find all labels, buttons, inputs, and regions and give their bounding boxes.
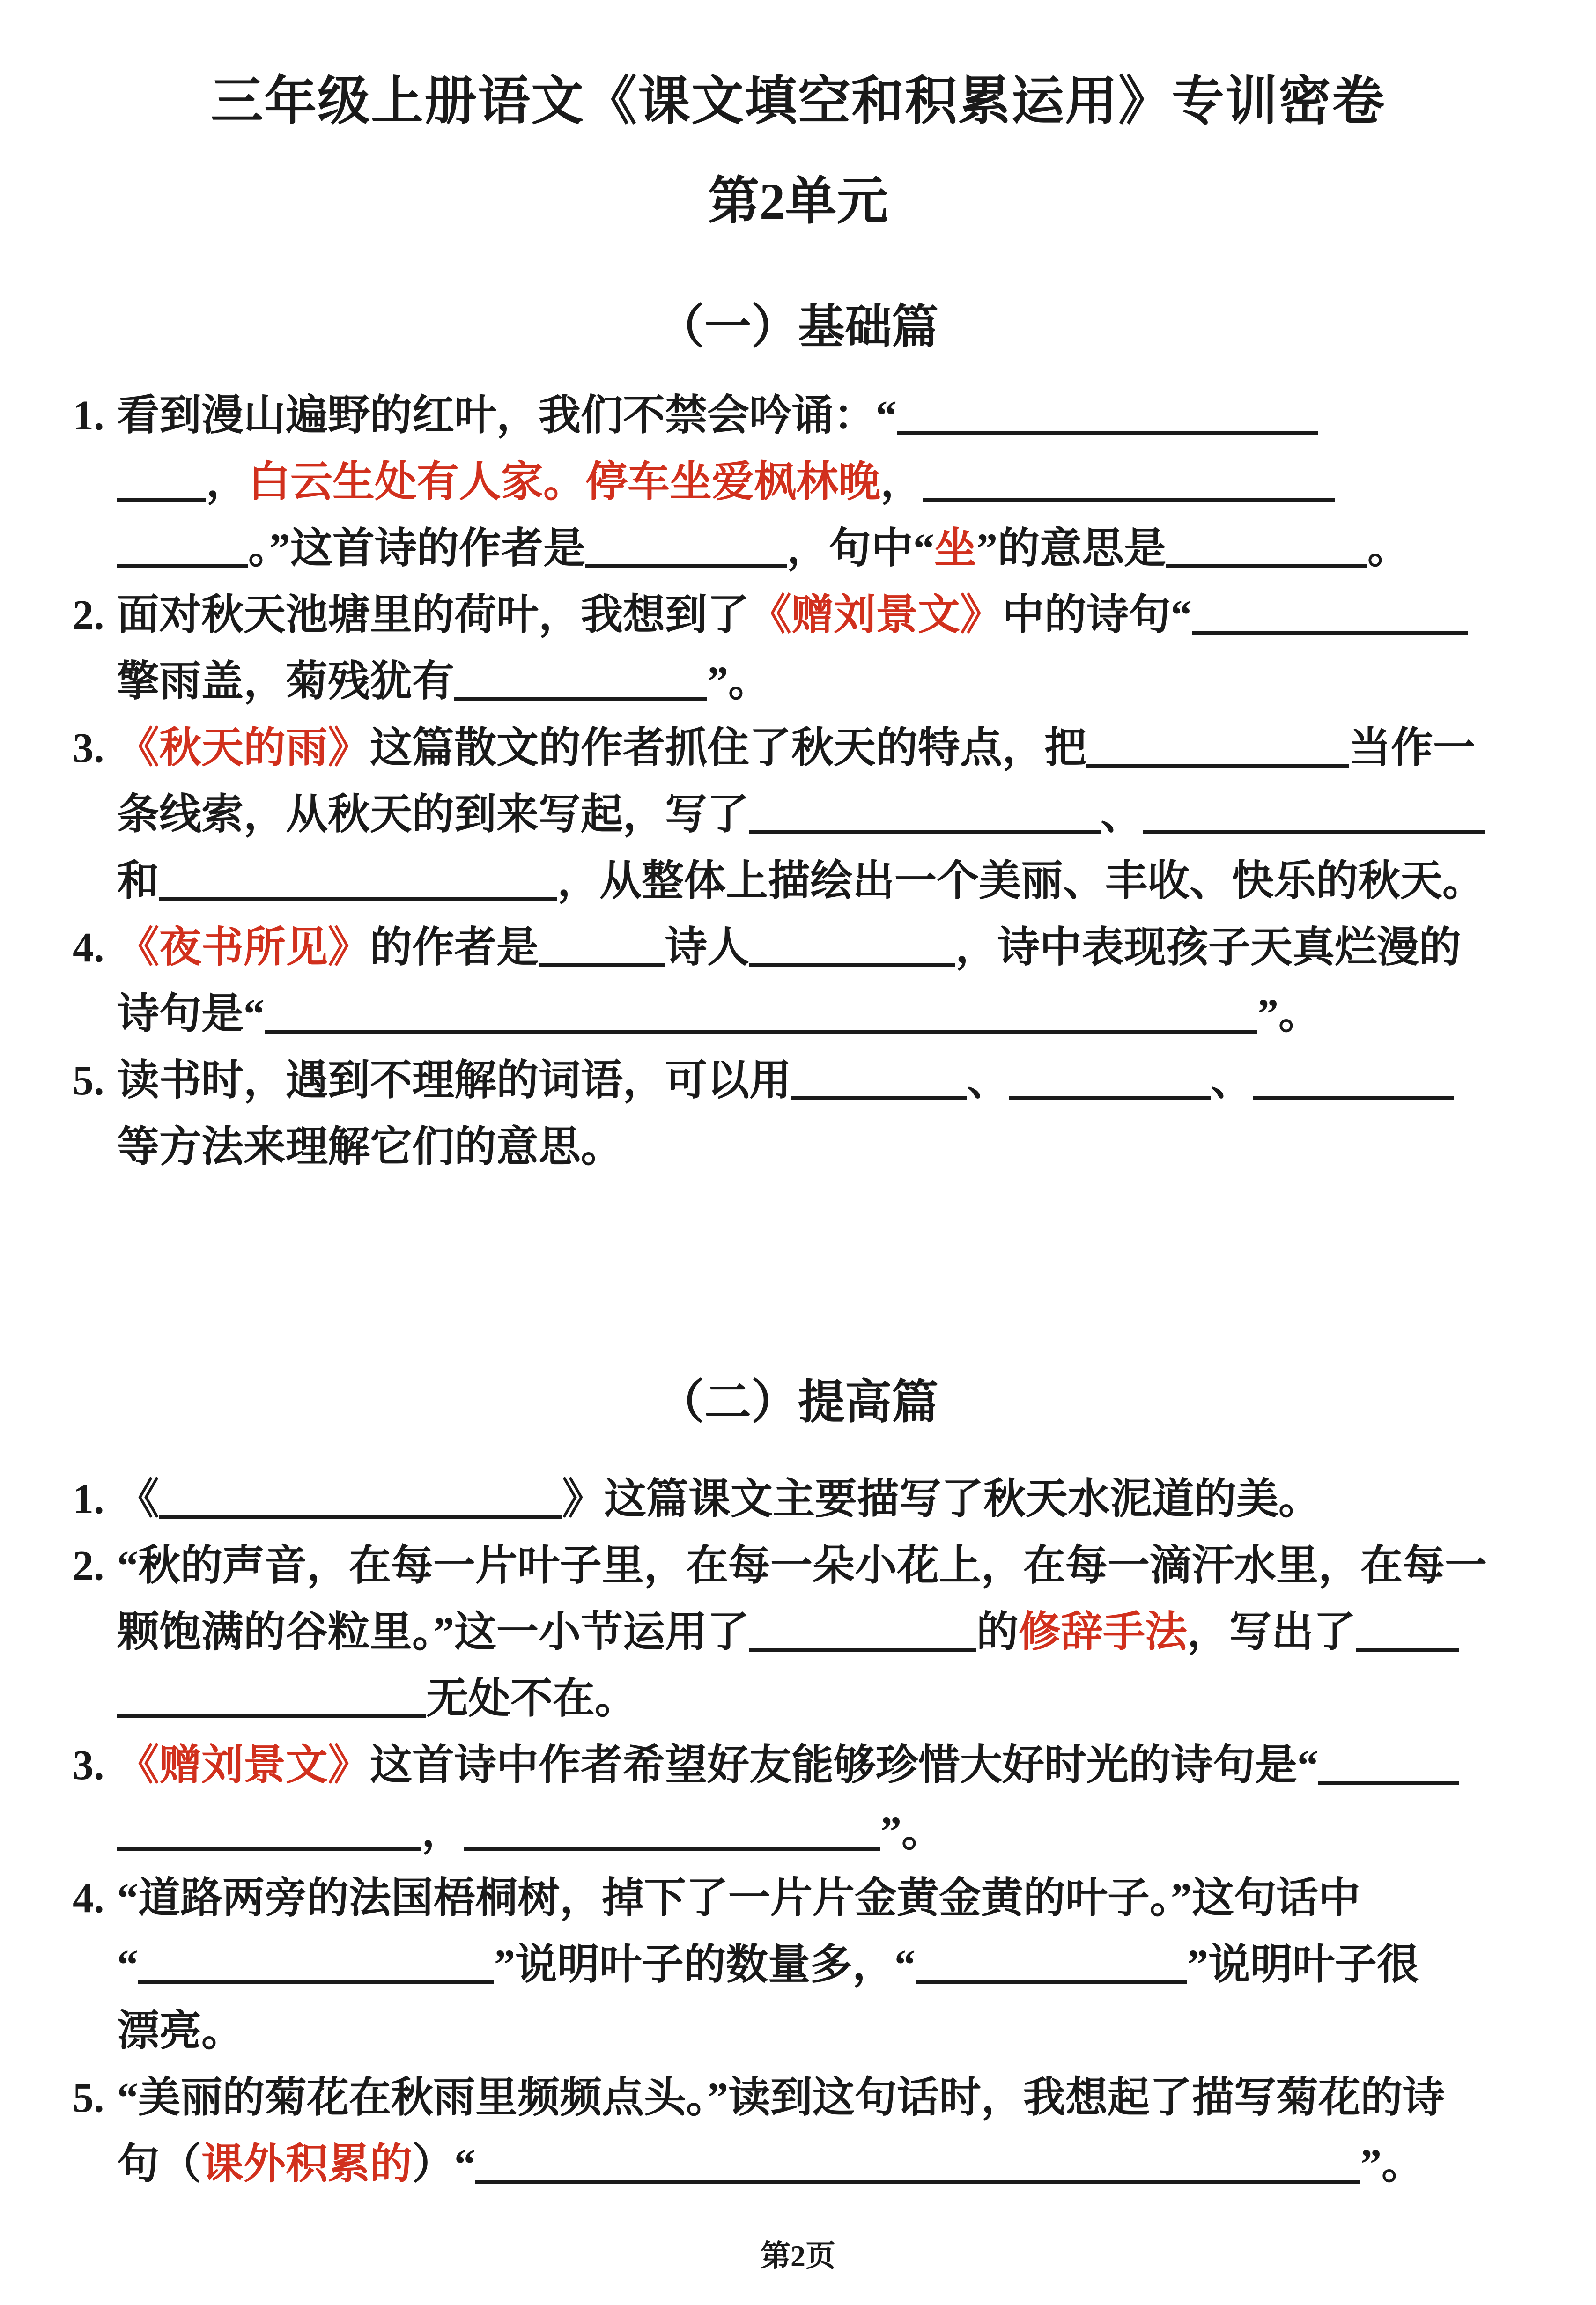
highlighted-text-segment: 《赠刘景文》: [749, 592, 1002, 638]
text-segment: “道路两旁的法国梧桐树，掉下了一片片金黄金黄的叶子。”这句话中: [117, 1875, 1360, 1921]
question-number: 3.: [73, 725, 104, 771]
fill-in-blank-line: [749, 936, 955, 967]
text-segment: ”。: [707, 658, 770, 705]
question-number: 2.: [73, 592, 104, 638]
question-wrapped-line: [73, 449, 1596, 516]
text-segment: ”。: [1360, 2141, 1424, 2187]
text-segment: “: [117, 1942, 138, 1988]
text-segment: 读书时，遇到不理解的词语，可以用: [117, 1057, 791, 1104]
question-wrapped-line: [73, 848, 1596, 915]
question-first-line: [73, 1533, 1596, 1599]
question-first-line: [73, 383, 1596, 449]
question-number: 4.: [73, 924, 104, 971]
fill-in-blank-line: [159, 1488, 562, 1519]
question-wrapped-line: [73, 2131, 1596, 2198]
highlighted-text-segment: 白云生处有人家。停车坐爱枫林晚: [248, 459, 880, 505]
text-segment: 句（: [117, 2141, 201, 2187]
text-segment: ，: [206, 459, 248, 505]
page-number: 第2页: [761, 2239, 835, 2273]
fill-in-blank-line: [117, 537, 248, 568]
fill-in-blank-line: [916, 1953, 1187, 1984]
text-segment: 的: [976, 1609, 1019, 1655]
text-segment: 漂亮。: [117, 2008, 244, 2054]
question-first-line: [73, 582, 1596, 649]
fill-in-blank-line: [923, 471, 1335, 502]
question-first-line: [73, 1732, 1596, 1799]
question-first-line: [73, 1048, 1596, 1114]
text-segment: 等方法来理解它们的意思。: [117, 1124, 623, 1170]
page-title: 三年级上册语文《课文填空和积累运用》专训密卷: [211, 73, 1385, 131]
highlighted-text-segment: 坐: [934, 525, 976, 572]
question-list-advanced: [0, 1466, 1596, 2198]
text-segment: 擎雨盖，菊残犹有: [117, 658, 454, 705]
text-segment: ”说明叶子很: [1187, 1942, 1419, 1988]
fill-in-blank-line: [1253, 1069, 1454, 1100]
text-segment: 诗人: [665, 924, 749, 971]
fill-in-blank-line: [1143, 803, 1485, 834]
fill-in-blank-line: [1318, 1754, 1459, 1785]
fill-in-blank-line: [159, 870, 557, 901]
question-number: 4.: [73, 1875, 104, 1921]
text-segment: 。”这首诗的作者是: [248, 525, 585, 572]
question-number: 2.: [73, 1543, 104, 1589]
question-wrapped-line: [73, 1114, 1596, 1181]
text-segment: 》这篇课文主要描写了秋天水泥道的美。: [562, 1476, 1321, 1522]
question-first-line: [73, 915, 1596, 981]
question-wrapped-line: [73, 1666, 1596, 1732]
text-segment: “秋的声音，在每一片叶子里，在每一朵小花上，在每一滴汗水里，在每一: [117, 1543, 1487, 1589]
text-segment: ，: [421, 1809, 464, 1855]
fill-in-blank-line: [791, 1069, 967, 1100]
fill-in-blank-line: [749, 803, 1101, 834]
question-wrapped-line: [73, 1998, 1596, 2065]
fill-in-blank-line: [1086, 737, 1349, 768]
text-segment: ”。: [1257, 991, 1321, 1037]
text-segment: “美丽的菊花在秋雨里频频点头。”读到这句话时，我想起了描写菊花的诗: [117, 2075, 1445, 2121]
highlighted-text-segment: 《夜书所见》: [117, 924, 370, 971]
question-wrapped-line: [73, 1799, 1596, 1865]
question-first-line: [73, 2065, 1596, 2131]
text-segment: 。: [1367, 525, 1410, 572]
question-number: 1.: [73, 392, 104, 439]
question-first-line: [73, 715, 1596, 782]
text-segment: 无处不在。: [426, 1676, 637, 1722]
text-segment: 、: [1211, 1057, 1253, 1104]
highlighted-text-segment: 《赠刘景文》: [117, 1742, 370, 1788]
text-segment: 、: [1101, 791, 1143, 838]
text-segment: 和: [117, 858, 159, 904]
fill-in-blank-line: [749, 1621, 976, 1652]
text-segment: 当作一: [1349, 725, 1475, 771]
fill-in-blank-line: [1192, 604, 1468, 635]
text-segment: ，: [880, 459, 923, 505]
text-segment: ，写出了: [1187, 1609, 1356, 1655]
text-segment: 的作者是: [370, 924, 539, 971]
text-segment: ，从整体上描绘出一个美丽、丰收、快乐的秋天。: [557, 858, 1485, 904]
text-segment: 条线索，从秋天的到来写起，写了: [117, 791, 749, 838]
fill-in-blank-line: [117, 1820, 421, 1851]
question-number: 5.: [73, 1057, 104, 1104]
question-wrapped-line: [73, 782, 1596, 848]
question-wrapped-line: [73, 1599, 1596, 1666]
text-segment: 这篇散文的作者抓住了秋天的特点，把: [370, 725, 1086, 771]
fill-in-blank-line: [117, 471, 206, 502]
section-heading-advanced: （二）提高篇: [658, 1376, 938, 1428]
fill-in-blank-line: [1009, 1069, 1211, 1100]
text-segment: ”说明叶子的数量多，“: [494, 1942, 916, 1988]
section-heading-basic: （一）基础篇: [658, 301, 938, 353]
question-number: 5.: [73, 2075, 104, 2121]
fill-in-blank-line: [897, 404, 1318, 435]
text-segment: 面对秋天池塘里的荷叶，我想到了: [117, 592, 749, 638]
text-segment: ，诗中表现孩子天真烂漫的: [955, 924, 1461, 971]
text-segment: ”。: [880, 1809, 944, 1855]
text-segment: 这首诗中作者希望好友能够珍惜大好时光的诗句是“: [370, 1742, 1318, 1788]
fill-in-blank-line: [1166, 537, 1367, 568]
question-wrapped-line: [73, 649, 1596, 715]
question-wrapped-line: [73, 516, 1596, 582]
text-segment: 诗句是“: [117, 991, 265, 1037]
fill-in-blank-line: [585, 537, 787, 568]
fill-in-blank-line: [265, 1003, 1257, 1034]
question-wrapped-line: [73, 1932, 1596, 1998]
fill-in-blank-line: [464, 1820, 880, 1851]
text-segment: ”的意思是: [976, 525, 1166, 572]
highlighted-text-segment: 修辞手法: [1019, 1609, 1187, 1655]
highlighted-text-segment: 课外积累的: [201, 2141, 412, 2187]
question-number: 1.: [73, 1476, 104, 1522]
fill-in-blank-line: [117, 1687, 426, 1718]
question-first-line: [73, 1466, 1596, 1533]
text-segment: ）“: [412, 2141, 475, 2187]
text-segment: 中的诗句“: [1002, 592, 1192, 638]
text-segment: 《: [117, 1476, 159, 1522]
text-segment: 、: [967, 1057, 1009, 1104]
question-number: 3.: [73, 1742, 104, 1788]
question-first-line: [73, 1865, 1596, 1932]
text-segment: ，句中“: [787, 525, 934, 572]
question-list-basic: [0, 383, 1596, 1181]
highlighted-text-segment: 《秋天的雨》: [117, 725, 370, 771]
fill-in-blank-line: [138, 1953, 494, 1984]
text-segment: 颗饱满的谷粒里。”这一小节运用了: [117, 1609, 749, 1655]
text-segment: 看到漫山遍野的红叶，我们不禁会吟诵：“: [117, 392, 897, 439]
fill-in-blank-line: [539, 936, 665, 967]
section-advanced: [0, 1364, 1596, 2198]
question-wrapped-line: [73, 981, 1596, 1048]
section-basic: [0, 289, 1596, 1181]
fill-in-blank-line: [454, 670, 707, 701]
fill-in-blank-line: [1356, 1621, 1459, 1652]
fill-in-blank-line: [475, 2153, 1360, 2184]
page-subtitle: 第2单元: [708, 173, 888, 230]
